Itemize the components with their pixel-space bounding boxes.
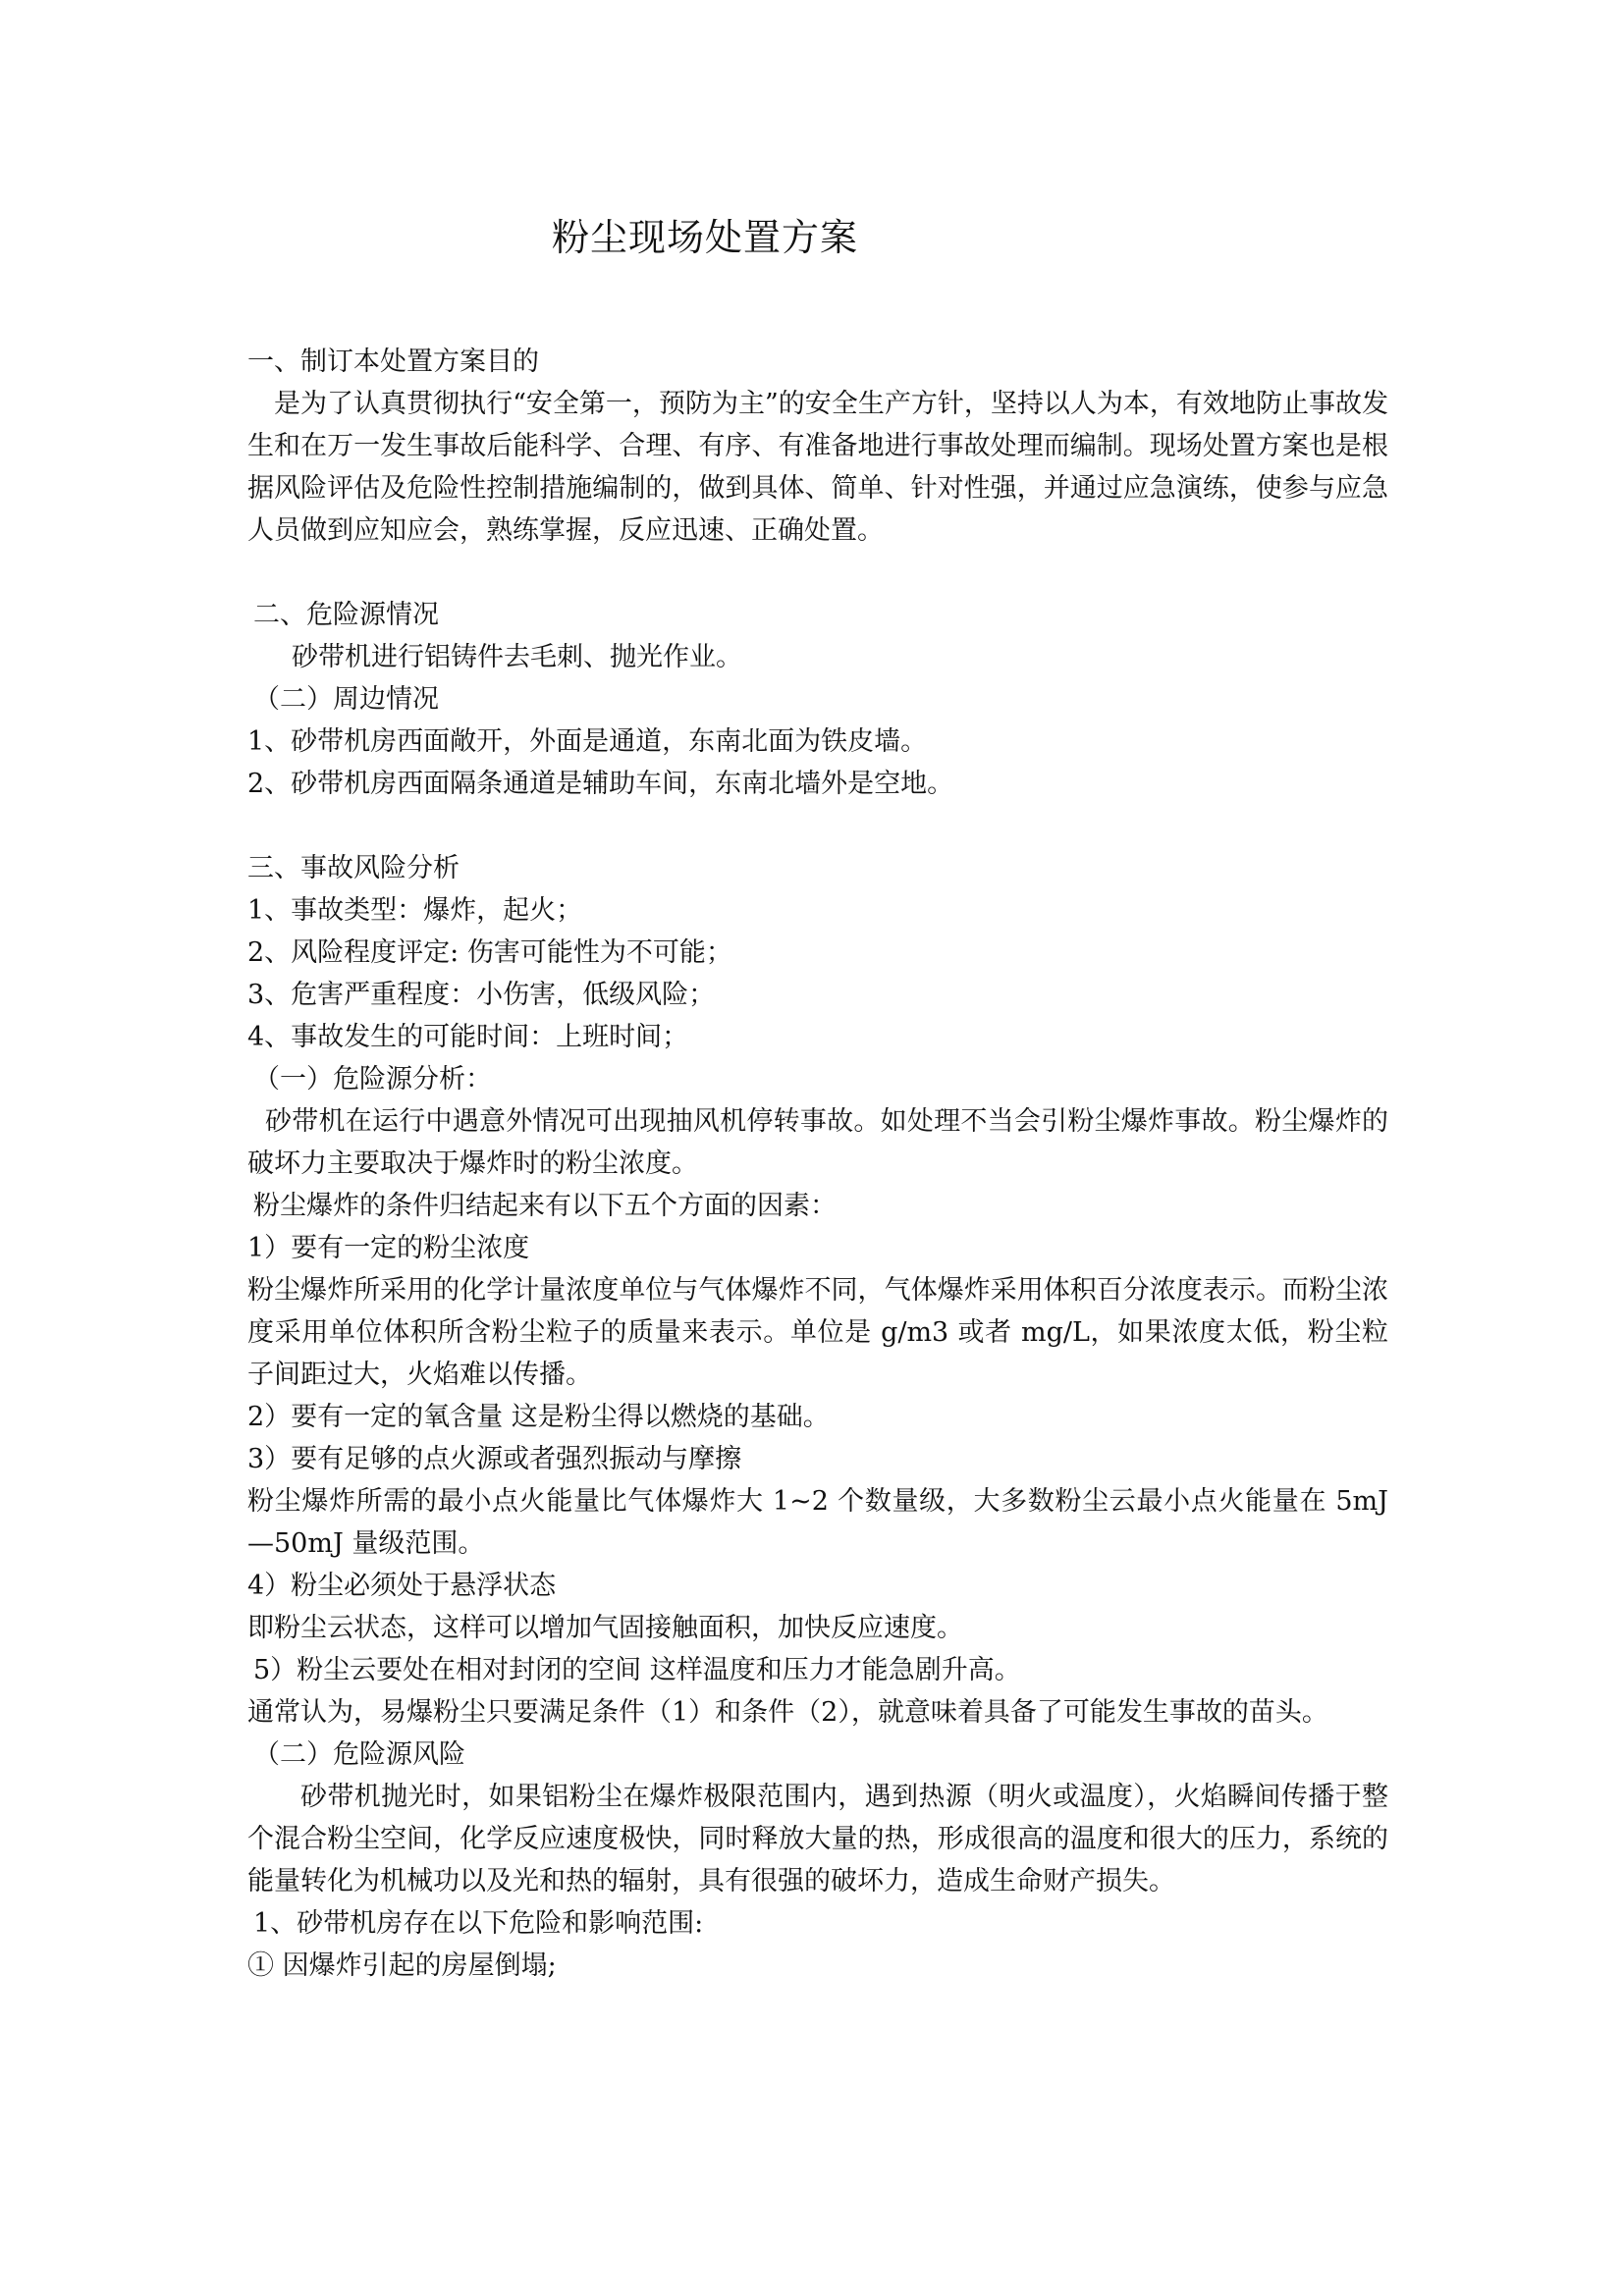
section-3-paragraph-3: 砂带机抛光时，如果铝粉尘在爆炸极限范围内，遇到热源（明火或温度），火焰瞬间传播于整个混合粉尘空间，化学反应速度极快，同时释放大量的热，形成很高的温度和很大的压力，系统的能量转化为机械功以及光和热的辐射，具有很强的破坏力，造成生命财产损失。 (247, 1782, 1388, 1896)
section-1-paragraph: 是为了认真贯彻执行“安全第一，预防为主”的安全生产方针，坚持以人为本，有效地防止事故发生和在万一发生事故后能科学、合理、有序、有准备地进行事故处理而编制。现场处置方案也是根据风险评估及危险性控制措施编制的，做到具体、简单、针对性强，并通过应急演练，使参与应急人员做到应知应会，熟练掌握，反应迅速、正确处置。 (247, 389, 1388, 546)
section-3-paragraph-1: 砂带机在运行中遇意外情况可出现抽风机停转事故。如处理不当会引粉尘爆炸事故。粉尘爆炸的破坏力主要取决于爆炸时的粉尘浓度。 (247, 1106, 1388, 1179)
spacer (247, 805, 1388, 847)
section-3-subheading-2: （二）危险源风险 (253, 1739, 465, 1770)
page-title: 粉尘现场处置方案 (552, 216, 859, 259)
section-2-subheading: （二）周边情况 (253, 684, 439, 715)
section-2-line: 砂带机进行铝铸件去毛刺、抛光作业。 (292, 642, 742, 672)
section-3-item-2: 2、风险程度评定: 伤害可能性为不可能； (247, 937, 732, 968)
condition-5: 5）粉尘云要处在相对封闭的空间 这样温度和压力才能急剧升高。 (253, 1655, 1021, 1685)
section-3-subheading-1: （一）危险源分析： (253, 1064, 492, 1095)
condition-2: 2）要有一定的氧含量 这是粉尘得以燃烧的基础。 (247, 1402, 830, 1432)
condition-4-text: 即粉尘云状态，这样可以增加气固接触面积，加快反应速度。 (247, 1613, 963, 1643)
conclusion-paragraph: 通常认为，易爆粉尘只要满足条件（1）和条件（2），就意味着具备了可能发生事故的苗头。 (247, 1697, 1328, 1728)
section-2-item-1: 1、砂带机房西面敞开，外面是通道，东南北面为铁皮墙。 (247, 726, 928, 757)
section-3-item-4: 4、事故发生的可能时间：上班时间； (247, 1022, 689, 1052)
section-2-heading: 二、危险源情况 (253, 600, 439, 630)
document-body (247, 341, 1388, 1987)
section-3-item-3: 3、危害严重程度：小伤害，低级风险； (247, 980, 716, 1010)
section-1-heading: 一、制订本处置方案目的 (247, 347, 539, 377)
section-3-paragraph-2: 粉尘爆炸的条件归结起来有以下五个方面的因素： (253, 1191, 837, 1221)
spacer (247, 552, 1388, 594)
condition-1-heading: 1）要有一定的粉尘浓度 (247, 1233, 530, 1263)
condition-4-heading: 4）粉尘必须处于悬浮状态 (247, 1571, 557, 1601)
condition-3-text: 粉尘爆炸所需的最小点火能量比气体爆炸大 1~2 个数量级，大多数粉尘云最小点火能量在 5mJ—50mJ 量级范围。 (247, 1486, 1388, 1559)
section-3-item-5: 1、砂带机房存在以下危险和影响范围: (253, 1908, 704, 1939)
condition-1-text: 粉尘爆炸所采用的化学计量浓度单位与气体爆炸不同，气体爆炸采用体积百分浓度表示。而粉尘浓度采用单位体积所含粉尘粒子的质量来表示。单位是 g/m3 或者 mg/L，如果浓度太低，粉尘粒子间距过大，火焰难以传播。 (247, 1275, 1388, 1390)
section-3-heading: 三、事故风险分析 (247, 853, 460, 883)
section-2-item-2: 2、砂带机房西面隔条通道是辅助车间，东南北墙外是空地。 (247, 769, 954, 799)
section-3-item-6: ① 因爆炸引起的房屋倒塌; (247, 1950, 557, 1981)
section-3-item-1: 1、事故类型：爆炸，起火； (247, 895, 583, 926)
condition-3-heading: 3）要有足够的点火源或者强烈振动与摩擦 (247, 1444, 742, 1474)
